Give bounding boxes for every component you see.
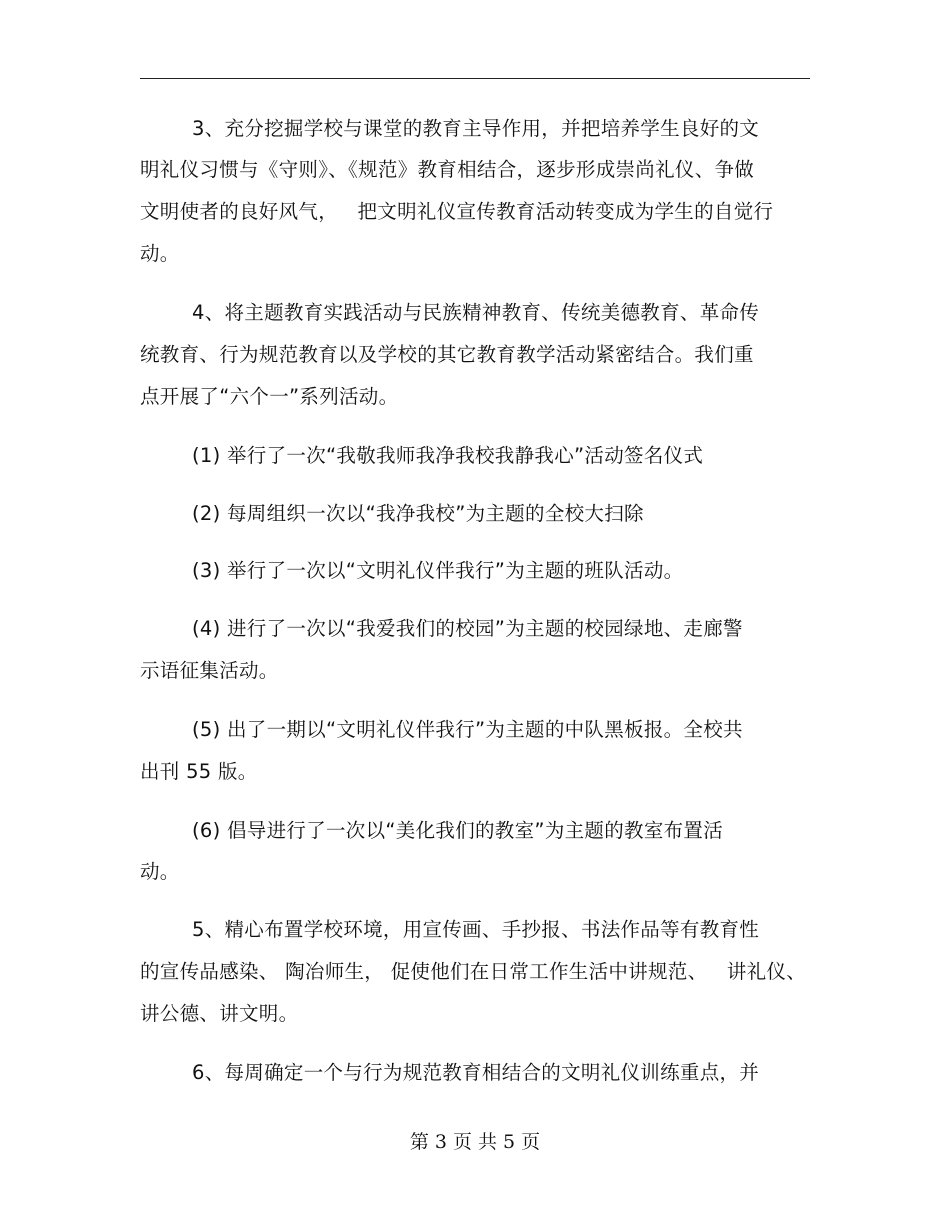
text-line: 的宣传品感染、 陶冶师生， 促使他们在日常工作生活中讲规范、 讲礼仪、 (140, 960, 807, 983)
text-line: 6、每周确定一个与行为规范教育相结合的文明礼仪训练重点，并 (140, 1061, 760, 1084)
header-rule (140, 78, 810, 79)
text-line: 明礼仪习惯与《守则》、《规范》教育相结合，逐步形成崇尚礼仪、争做 (140, 158, 755, 181)
text-line: 4、将主题教育实践活动与民族精神教育、传统美德教育、革命传 (140, 301, 760, 324)
text-line: 动。 (140, 860, 180, 883)
text-line: 出刊 55 版。 (140, 760, 258, 783)
text-line: 文明使者的良好风气， 把文明礼仪宣传教育活动转变成为学生的自觉行 (140, 200, 774, 223)
list-item: (6) 倡导进行了一次以“美化我们的教室”为主题的教室布置活 (140, 819, 724, 842)
list-item: (4) 进行了一次以“我爱我们的校园”为主题的校园绿地、走廊警 (140, 617, 743, 640)
page-footer: 第 3 页 共 5 页 (409, 1131, 541, 1153)
text-line: 统教育、行为规范教育以及学校的其它教育教学活动紧密结合。我们重 (140, 343, 754, 366)
list-item: (5) 出了一期以“文明礼仪伴我行”为主题的中队黑板报。全校共 (140, 718, 743, 741)
list-item: (1) 举行了一次“我敬我师我净我校我静我心”活动签名仪式 (140, 444, 704, 467)
text-line: 点开展了“六个一”系列活动。 (140, 385, 399, 408)
text-line: 动。 (140, 242, 180, 265)
text-line: 5、精心布置学校环境，用宣传画、手抄报、书法作品等有教育性 (140, 918, 760, 941)
text-line: 3、充分挖掘学校与课堂的教育主导作用，并把培养学生良好的文 (140, 117, 760, 140)
text-line: 讲公德、讲文明。 (140, 1002, 299, 1025)
list-item: (3) 举行了一次以“文明礼仪伴我行”为主题的班队活动。 (140, 559, 684, 582)
text-line: 示语征集活动。 (140, 659, 279, 682)
list-item: (2) 每周组织一次以“我净我校”为主题的全校大扫除 (140, 502, 644, 525)
